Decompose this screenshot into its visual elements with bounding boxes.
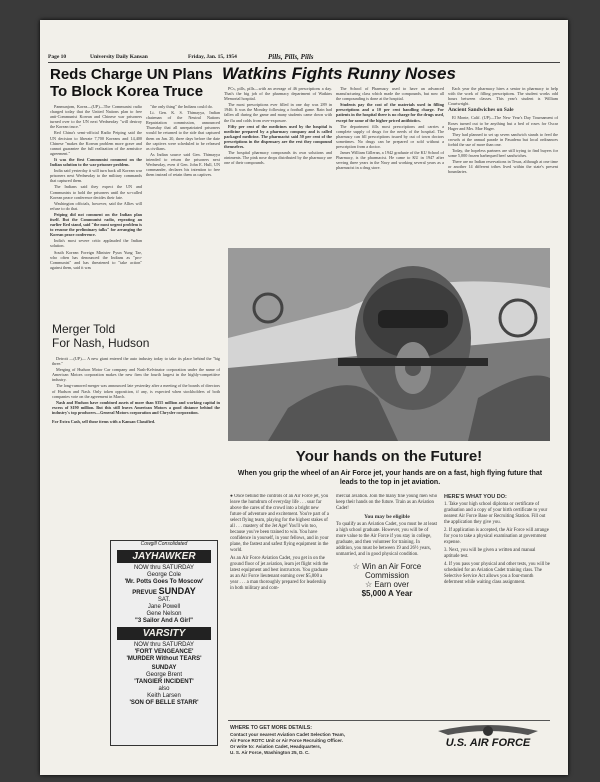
ad-body-col1: ● Once behind the controls of an Air Force jet, you leave the humdrum of everyday life . . . soar far above the cares of the crowd into a bright new future of adventure and excitement. You're part of a select flying team, playing for the highest stakes of all . . . mastery of the Jet Age! You'll win too, because you've been trained to win. You have confidence in yourself, in your fellows, and in your plane, the fastest and safest flying equipment in the world. As an Air Force Aviation Cadet, you get in on the ground floor of jet aviation, learn jet flight with the latest equipment and best instructors. You graduate as an Air Force lieutenant earning over $5,000 a year . . . a man thoroughly prepared for leadership in both military and com- — [230, 494, 329, 591]
story-korea-col1: Panmunjom, Korea—(UP)—The Communist radio charged today that the United Nations plan to free anti-Communist Korean and Chinese war prisoners turned over to the UN next Wednesday "will destroy the Korean truce." Red China's semi-official Radio Peiping said the UN decision to liberate 7,700 Koreans and 14,400 Chinese "makes the Korean problem more grave and cannot guarantee the full realization of the armistice agreement." It was the first Communist comment on the Indian solution to the war prisoner problem. India said yesterday it will turn back all Korean war prisoners next Wednesday to the military commands that captured them. The Indians said they expect the UN and Communists to hold the prisoners until the so-called Korean peace conference decides their fate. Washington officials, however, said the Allies will refuse to do that. Peiping did not comment on the Indian plan itself. But the Communist radio, repeating an earlier Red stand, said "the most urgent problem is to resume the preliminary talks" for arranging the Korean peace conference. India's most severe critic applauded the Indian solution. South Korean Foreign Minister Pyun Yung Tae, who often has denounced the Indians as "pro-Communist" and has threatened to "take action" against them, said it was — [50, 104, 142, 270]
pilot-illustration — [228, 248, 550, 441]
headline-merger: Merger Told For Nash, Hudson — [52, 322, 150, 350]
ad-body-col2: mercial aviation. Join the many fine young men who keep their hands on the future. Train as an Aviation Cadet! You may be eligible To qualify as an Aviation Cadet, you must be at least a high school graduate. However, you will be of more value to the Air Force if you stay in college, graduate, and then volunteer for training. In addition, you must be between 19 and 26½ years, unmarried, and in good physical condition. ☆ Win an Air Force Commission ☆ Earn over $5,000 A Year — [336, 494, 438, 598]
ad-promise: ☆ Win an Air Force Commission ☆ Earn over $5,000 A Year — [352, 562, 422, 598]
newspaper-page — [40, 20, 568, 775]
jayhawker-logo: JAYHAWKER — [117, 550, 211, 563]
page-header — [48, 53, 560, 63]
column-title: Pills, Pills, Pills — [268, 53, 314, 61]
story-korea-col2: "the only thing" the Indians could do. Lt. Gen. K. S. Thimayya, Indian chairman of the Neutral Nations Repatriation commission, announced Thursday that all unrepatriated prisoners would be returned to the side that captured them on Jan. 20, three days before the date the captives were scheduled to be released as civilians. As Indian source said Gen. Thimayya intended to return the prisoners next Wednesday, even if Gen. John E. Hull, UN commander, declares his intention to free them instead of retain them as captives. — [146, 104, 220, 178]
story-watkins-col1: PCs, pills, pills—with an average of 46 prescriptions a day. That's the big job of the pharmacy department of Watkins Memorial hospital. The most prescriptions ever filled in one day was 289 in 1946. It was the Monday following a football game. Rain had fallen all during the game and many students came down with the flu and colds from over-exposure. Fifty per cent of the medicines used by the hospital is medicine prepared by a pharmacy company and is called packaged medicine. The pharmacist said 50 per cent of the prescriptions in the dispensary are the rest they compound themselves. The hospital pharmacy compounds its own solutions and ointments. The pink nose drops distributed by the pharmacy are one of their compounds. — [224, 86, 332, 166]
air-force-logo: U.S. AIR FORCE — [428, 721, 548, 757]
ad-caption: Your hands on the Future! — [295, 448, 483, 465]
jet-pilot-image — [228, 248, 550, 441]
sandwich-subhead: Ancient Sandwiches on Sale — [448, 107, 514, 114]
ad-body-col3: HERE'S WHAT YOU DO: 1. Take your high school diploma or certificate of graduation and a copy of your birth certificate to your nearest Air Force Base or Recruiting Station. Fill out the application they give you. 2. If application is accepted, the Air Force will arrange for you to take a physical examination at government expense. 3. Next, you will be given a written and manual aptitude test. 4. If you pass your physical and other tests, you will be scheduled for an Aviation Cadet training class. The Selective Service Act allows you a four-month deferment while waiting class assignment. — [444, 494, 550, 585]
page-number: Page 10 — [48, 54, 67, 60]
headline-korea: Reds Charge UN Plans To Block Korea Truce — [50, 66, 213, 100]
headline-watkins: Watkins Fights Runny Noses — [222, 64, 456, 83]
ad-footer — [228, 720, 550, 756]
story-watkins-col2: The School of Pharmacy used to have an advanced manufacturing class which made the compounds, but now all the compounding is done at the hospital. Students pay the cost of the materials used in filling prescriptions and a 10 per cent handling charge. For patients in the hospital there is no charge for the drugs used, except for some of the higher priced antibiotics. The department fills most prescriptions and carries a complete supply of drugs for the needs of the hospital. The pharmacy can fill prescriptions issued by out of town doctors sometimes. No drugs can be prepared or sold without a prescription from a doctor. James William Gilleran, a 1942 graduate of the KU School of Pharmacy, is the pharmacist. He came to KU in 1947 after serving three years in the Navy and working several years as a pharmacist in a drug store. — [336, 86, 444, 171]
paper-name: University Daily Kansan — [90, 54, 148, 60]
ad-details: WHERE TO GET MORE DETAILS: Contact your nearest Aviation Cadet Selection Team, Air Force ROTC Unit or Air Force Recruiting Officer. Or write to: Aviation Cadet, Headquarters, U. S. Air Force, Washington 25, D. C. — [230, 725, 345, 755]
story-merger: Detroit —(UP)— A new giant entered the auto industry today to take its place behind the "big three." Merging of Hudson Motor Car company and Nash-Kelvinator corporation under the name of American Motors corporation makes the new firm the fourth largest in the highly-competitive industry. The long-rumored merger was announced late yesterday after a meeting of the boards of directors of Hudson and Nash. Only token opposition, if any, is expected when stockholders of both companies vote on the agreement in March. Nash and Hudson have combined assets of more than $355 million and working capital in excess of $190 million. But this still leaves American Motors a good distance behind the industry's top producers—General Motors corporation and Chrysler corporation. For Extra Cash, sell those items with a Kansan Classified. — [52, 356, 220, 425]
ad-subhead: When you grip the wheel of an Air Force jet, your hands are on a fast, high flying future that leads to the top in jet aviation. — [237, 470, 543, 486]
varsity-logo: VARSITY — [117, 627, 211, 640]
page-date: Friday, Jan. 15, 1954 — [188, 54, 237, 60]
movie-listings: Cowgill Consolidated JAYHAWKER NOW thru SATURDAY George Cole 'Mr. Potts Goes To Moscow' PREVUE SUNDAY SAT. Jane Powell Gene Nelson "3 Sailor And A Girl" VARSITY NOW thru SATURDAY 'FORT VENGEANCE' 'MURDER Without TEARS' SUNDAY George Brent 'TANGIER INCIDENT' also Keith Larsen 'SON OF BELLE STARR' — [110, 540, 218, 746]
story-watkins-col3: Each year the pharmacy hires a senior in pharmacy to help with the work of filling prescriptions. The student works odd hours between classes. This year's student is William Courtwright. Ancient Sandwiches on Sale El Monte, Calif. (UP)—The New Year's Day Tournament of Roses turned out to be anything but a bed of roses for Oscar Hager and Mrs. Mae Hager. They had planned to set up seven sandwich stands to feed the crowds at the annual parade in Pasadena but local ordinances forbid the use of more than one. Today, the hopeless partners are still trying to find buyers for some 5,000 frozen barbequed beef sandwiches. There are no Indian reservations in Texas, although at one time or another 14 different tribes lived within the state's present boundaries. — [448, 86, 558, 175]
